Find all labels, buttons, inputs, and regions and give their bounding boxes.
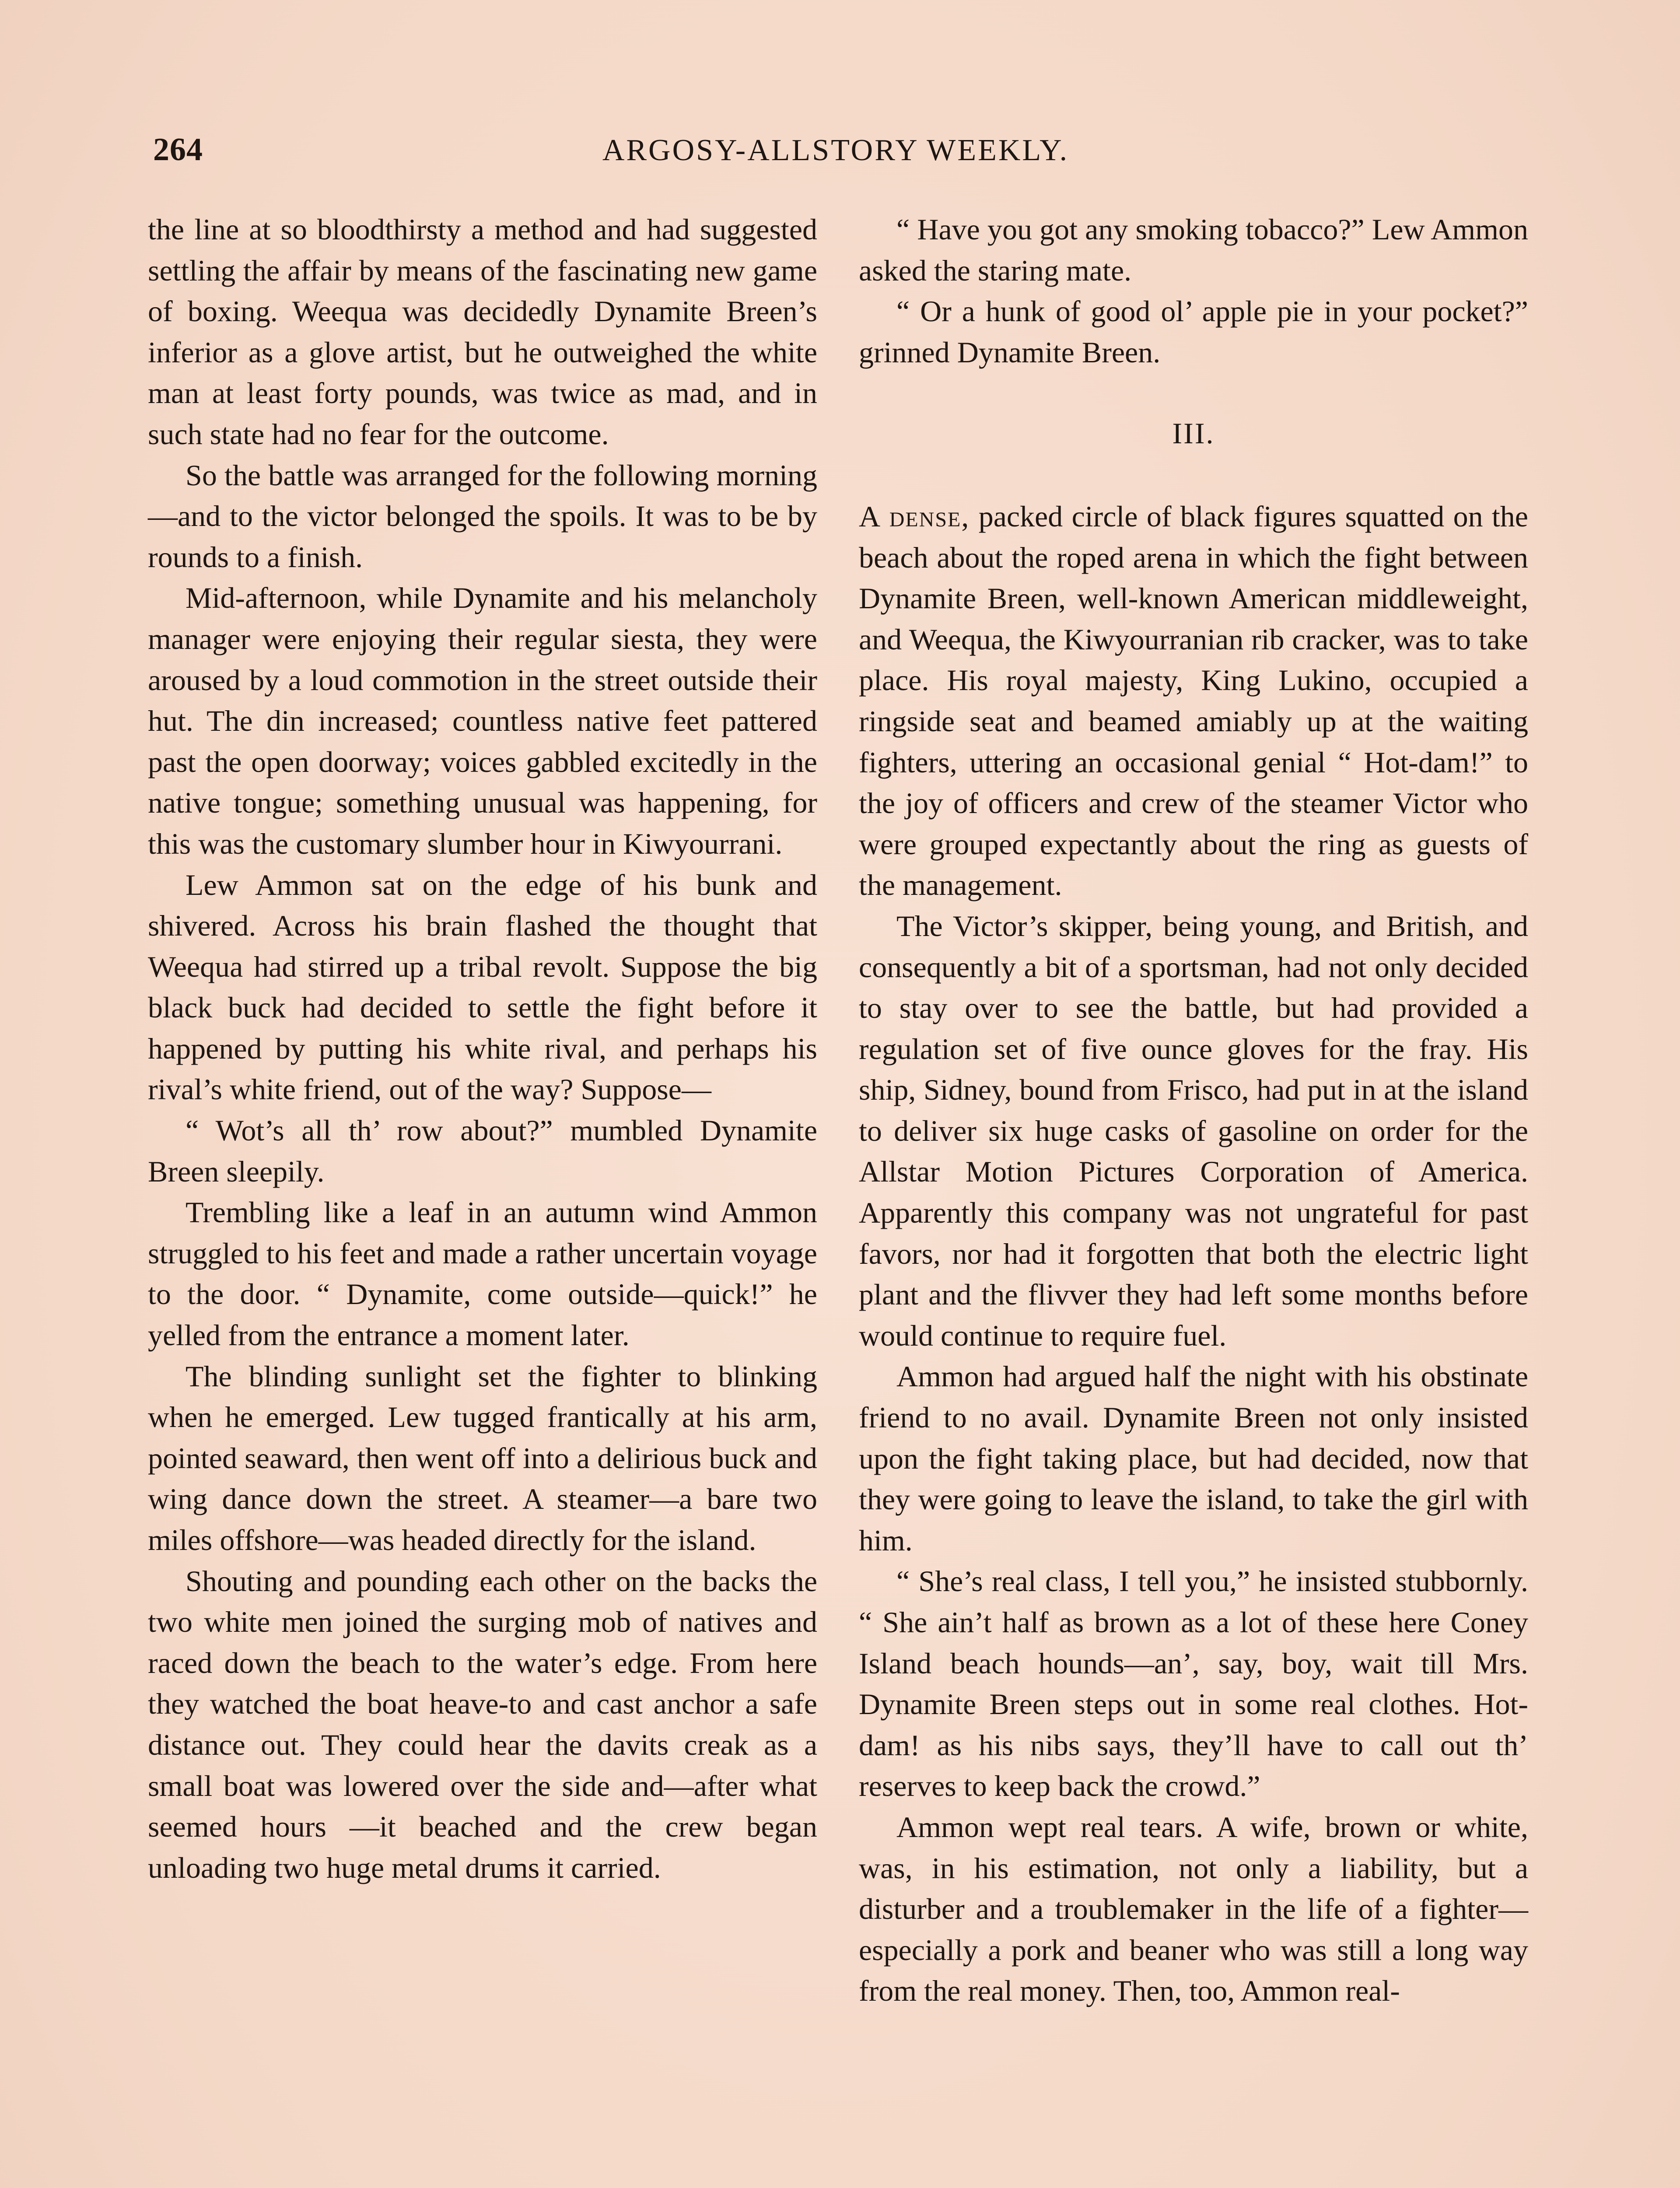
paragraph: The Victor’s skipper, being young, and British, and consequently a bit of a sportsman, had not only decided to stay over to see the battle, but had provided a regulation set of five ounce gloves for the fray. His ship, Sidney, bound from Frisco, had put in at the island to deliver six huge casks of gasoline on order for the Allstar Motion Pictures Corporation of America. Apparently this company was not ungrateful for past favors, nor had it forgotten that both the electric light plant and the flivver they had left some months before would continue to require fuel. (859, 909, 1528, 1352)
paragraph: Mid-afternoon, while Dynamite and his melancholy manager were enjoying their regular siesta, they were aroused by a loud commotion in the street outside their hut. The din increased; countless native feet pattered past the open doorway; voices gabbled excitedly in the native tongue; something unusual was happening, for this was the customary slumber hour in Kiwyourrani. (148, 581, 817, 860)
paragraph: “ Wot’s all th’ row about?” mumbled Dynamite Breen sleepily. (148, 1114, 817, 1188)
paragraph: “ Or a hunk of good ol’ apple pie in your pocket?” grinned Dynamite Breen. (859, 295, 1528, 369)
paragraph: Trembling like a leaf in an autumn wind Ammon struggled to his feet and made a rather uncertain voyage to the door. “ Dynamite, come outside—quick!” he yelled from the entrance a moment later. (148, 1196, 817, 1352)
right-column (859, 209, 1528, 2012)
section-first-paragraph-text: packed circle of black figures squatted on the beach about the roped arena in which the fight between Dynamite Breen, well-known American middleweight, and Weequa, the Kiwyourranian rib cracker, was to take place. His royal majesty, King Lukino, occupied a ringside seat and beamed amiably up at the waiting fighters, uttering an occasional genial “ Hot-dam!” to the joy of officers and crew of the steamer Victor who were grouped expectantly about the ring as guests of the management. (859, 499, 1528, 902)
left-column (148, 209, 817, 1888)
paragraph: Ammon wept real tears. A wife, brown or white, was, in his estimation, not only a liability, but a disturber and a troublemaker in the life of a fighter—especially a pork and beaner who was still a long way from the real money. Then, too, Ammon real- (859, 1810, 1528, 2008)
paragraph: Lew Ammon sat on the edge of his bunk and shivered. Across his brain flashed the thought that Weequa had stirred up a tribal revolt. Suppose the big black buck had decided to settle the fight before it happened by putting his white rival, and perhaps his rival’s white friend, out of the way? Suppose— (148, 868, 817, 1106)
paragraph: “ Have you got any smoking tobacco?” Lew Ammon asked the staring mate. (859, 213, 1528, 287)
paragraph: So the battle was arranged for the following morning—and to the victor belonged the spoils. It was to be by rounds to a finish. (148, 458, 817, 574)
page-header (153, 131, 1518, 184)
page-number: 264 (153, 132, 203, 168)
section-lead-word: A dense, (859, 499, 970, 533)
section-heading: III. (1172, 417, 1215, 450)
paragraph: The blinding sunlight set the fighter to blinking when he emerged. Lew tugged frantically at his arm, pointed seaward, then went off into a delirious buck and wing dance down the street. A steamer—a bare two miles offshore—was headed directly for the island. (148, 1359, 817, 1557)
section-first-paragraph (859, 496, 1528, 906)
paragraph: “ She’s real class, I tell you,” he insisted stubbornly. “ She ain’t half as brown as a lot of these here Coney Island beach hounds—an’, say, boy, wait till Mrs. Dynamite Breen steps out in some real clothes. Hot-dam! as his nibs says, they’ll have to call out th’ reserves to keep back the crowd.” (859, 1564, 1528, 1803)
paragraph: Ammon had argued half the night with his obstinate friend to no avail. Dynamite Breen not only insisted upon the fight taking place, but had decided, now that they were going to leave the island, to take the girl with him. (859, 1360, 1528, 1557)
running-head: ARGOSY-ALLSTORY WEEKLY. (602, 133, 1069, 167)
paragraph: Shouting and pounding each other on the backs the two white men joined the surging mob of natives and raced down the beach to the water’s edge. From here they watched the boat heave-to and cast anchor a safe distance out. They could hear the davits creak as a small boat was lowered over the side and—after what seemed hours —it beached and the crew began unloading two huge metal drums it carried. (148, 1564, 817, 1884)
paragraph: the line at so bloodthirsty a method and had suggested settling the affair by means of the fascinating new game of boxing. Weequa was decidedly Dynamite Breen’s inferior as a glove artist, but he outweighed the white man at least forty pounds, was twice as mad, and in such state had no fear for the outcome. (148, 213, 817, 451)
